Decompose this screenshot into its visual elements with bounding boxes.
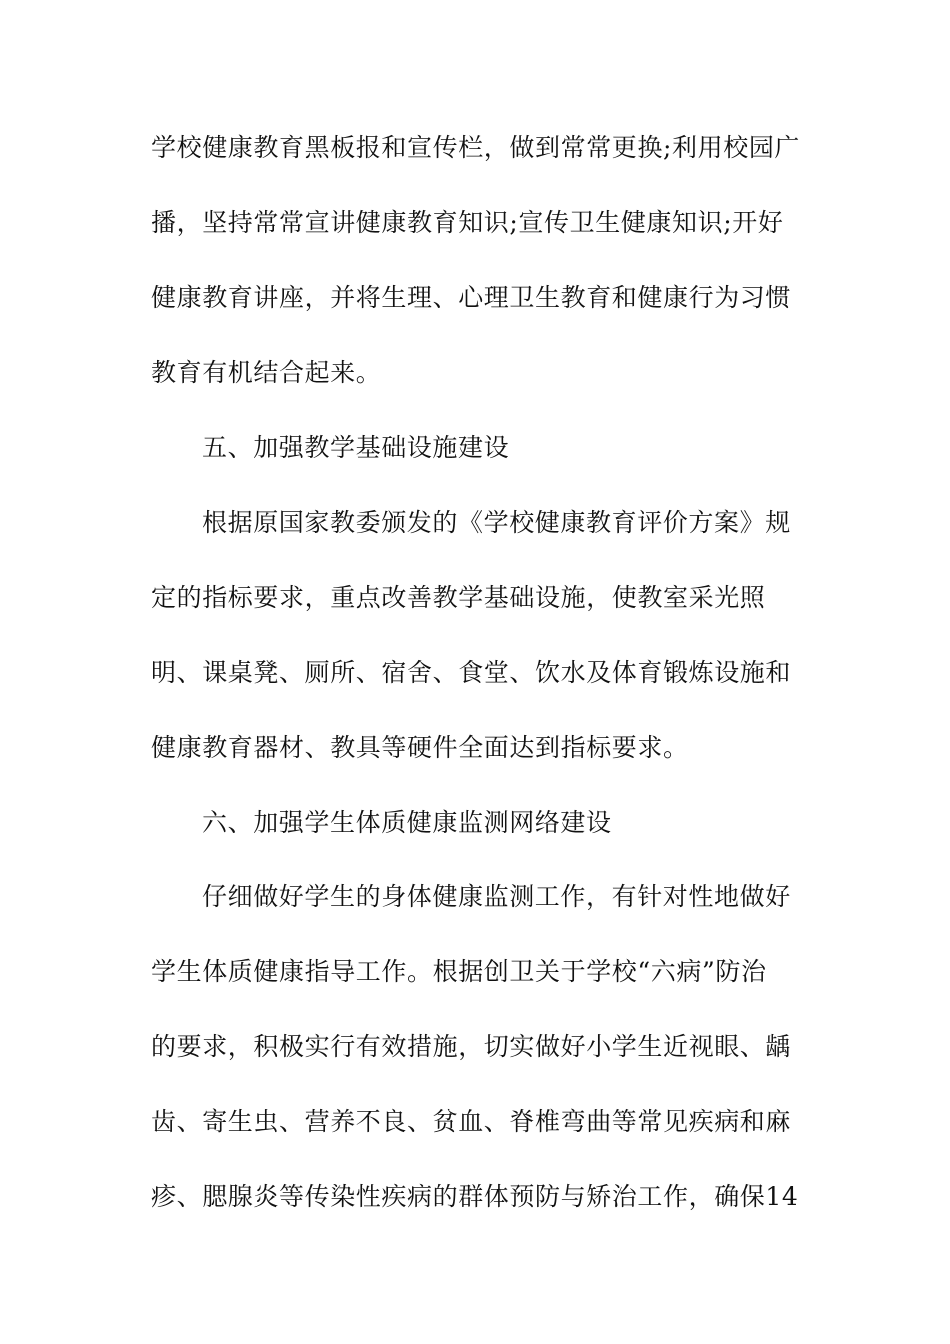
paragraph-line: 学生体质健康指导工作。根据创卫关于学校“六病”防治 xyxy=(151,957,767,986)
paragraph-line: 定的指标要求，重点改善教学基础设施，使教室采光照 xyxy=(151,583,766,612)
paragraph-line: 齿、寄生虫、营养不良、贫血、脊椎弯曲等常见疾病和麻 xyxy=(151,1107,792,1136)
paragraph-line: 明、课桌凳、厕所、宿舍、食堂、饮水及体育锻炼设施和 xyxy=(151,658,792,687)
paragraph-line: 健康教育器材、教具等硬件全面达到指标要求。 xyxy=(151,733,689,762)
section-heading: 六、加强学生体质健康监测网络建设 xyxy=(202,808,612,837)
paragraph-line: 仔细做好学生的身体健康监测工作，有针对性地做好 xyxy=(202,882,791,911)
paragraph-line: 的要求，积极实行有效措施，切实做好小学生近视眼、龋 xyxy=(151,1032,792,1061)
paragraph-line: 教育有机结合起来。 xyxy=(151,358,382,387)
paragraph-line: 播，坚持常常宣讲健康教育知识;宣传卫生健康知识;开好 xyxy=(151,208,784,237)
paragraph-line: 学校健康教育黑板报和宣传栏，做到常常更换;利用校园广 xyxy=(151,133,801,162)
section-heading: 五、加强教学基础设施建设 xyxy=(202,433,510,462)
paragraph-line: 疹、腮腺炎等传染性疾病的群体预防与矫治工作，确保14 xyxy=(151,1182,799,1211)
paragraph-line: 健康教育讲座，并将生理、心理卫生教育和健康行为习惯 xyxy=(151,283,792,312)
paragraph-line: 根据原国家教委颁发的《学校健康教育评价方案》规 xyxy=(202,508,791,537)
